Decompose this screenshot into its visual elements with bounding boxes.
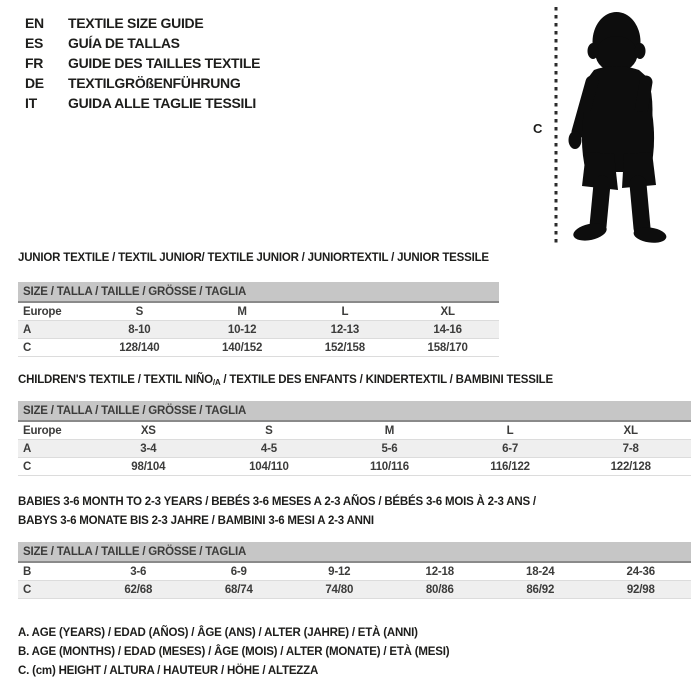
babies-title-line2: BABYS 3-6 MONATE BIS 2-3 JAHRE / BAMBINI 3-6 MESI A 2-3 ANNI (18, 515, 374, 527)
children-title-pre: CHILDREN'S TEXTILE / TEXTIL NIÑO (18, 374, 213, 386)
children-title-sub: /A (212, 378, 221, 387)
table-cell: 110/116 (329, 458, 450, 476)
table-cell: 5-6 (329, 440, 450, 458)
footnote-c: C. (cm) HEIGHT / ALTURA / HAUTEUR / HÖHE / ALTEZZA (18, 665, 319, 677)
language-title-list (25, 13, 260, 113)
babies-section-title (18, 493, 678, 531)
size-header-bar: SIZE / TALLA / TAILLE / GRÖSSE / TAGLIA (18, 542, 691, 562)
table-cell: 3-4 (88, 440, 209, 458)
table-cell: 8-10 (88, 321, 191, 339)
footnote-legend (18, 624, 449, 681)
table-cell: 86/92 (490, 581, 591, 599)
children-title-post: / TEXTILE DES ENFANTS / KINDERTEXTIL / BAMBINI TESSILE (220, 374, 553, 386)
guide-title: TEXTILE SIZE GUIDE (68, 15, 204, 31)
children-section-title (18, 374, 553, 387)
row-label: Europe (18, 302, 88, 321)
babies-title-line1: BABIES 3-6 MONTH TO 2-3 YEARS / BEBÉS 3-6 MESES A 2-3 AÑOS / BÉBÉS 3-6 MOIS À 2-3 ANS / (18, 496, 536, 508)
row-label: C (18, 339, 88, 357)
language-row-en (25, 13, 260, 33)
table-cell: XL (570, 421, 691, 440)
table-cell: 116/122 (450, 458, 571, 476)
table-cell: 14-16 (396, 321, 499, 339)
table-cell: 104/110 (209, 458, 330, 476)
table-row (18, 562, 691, 581)
toddler-silhouette-icon (569, 12, 668, 245)
guide-title: GUÍA DE TALLAS (68, 35, 180, 51)
row-label: A (18, 321, 88, 339)
table-cell: 7-8 (570, 440, 691, 458)
table-cell: XL (396, 302, 499, 321)
toddler-silhouette-figure (548, 4, 700, 250)
table-row (18, 581, 691, 599)
table-cell: M (329, 421, 450, 440)
table-row (18, 321, 499, 339)
language-row-es (25, 33, 260, 53)
table-cell: 18-24 (490, 562, 591, 581)
language-row-fr (25, 53, 260, 73)
table-cell: 128/140 (88, 339, 191, 357)
table-cell: S (88, 302, 191, 321)
table-cell: 12-18 (390, 562, 491, 581)
row-label: C (18, 458, 88, 476)
table-row (18, 339, 499, 357)
table-cell: 10-12 (191, 321, 294, 339)
table-row (18, 440, 691, 458)
size-header-row (18, 542, 691, 562)
table-cell: 12-13 (294, 321, 397, 339)
size-header-bar: SIZE / TALLA / TAILLE / GRÖSSE / TAGLIA (18, 282, 499, 302)
table-cell: L (450, 421, 571, 440)
table-cell: 3-6 (88, 562, 189, 581)
language-code: FR (25, 55, 44, 71)
children-size-table (18, 401, 691, 476)
measure-label-c: C (533, 121, 543, 136)
table-row (18, 302, 499, 321)
table-cell: 158/170 (396, 339, 499, 357)
table-cell: 92/98 (591, 581, 692, 599)
language-row-it (25, 93, 260, 113)
table-cell: S (209, 421, 330, 440)
row-label: C (18, 581, 88, 599)
table-cell: XS (88, 421, 209, 440)
table-cell: 122/128 (570, 458, 691, 476)
language-code: ES (25, 35, 44, 51)
table-cell: 6-7 (450, 440, 571, 458)
row-label: A (18, 440, 88, 458)
row-label: B (18, 562, 88, 581)
table-cell: 6-9 (189, 562, 290, 581)
size-header-row (18, 282, 499, 302)
table-cell: 80/86 (390, 581, 491, 599)
table-cell: 98/104 (88, 458, 209, 476)
table-cell: 68/74 (189, 581, 290, 599)
table-row (18, 458, 691, 476)
table-cell: M (191, 302, 294, 321)
language-code: EN (25, 15, 44, 31)
size-header-row (18, 401, 691, 421)
guide-title: GUIDA ALLE TAGLIE TESSILI (68, 95, 256, 111)
junior-size-table (18, 282, 499, 357)
table-row (18, 421, 691, 440)
table-cell: 140/152 (191, 339, 294, 357)
babies-size-table (18, 542, 691, 599)
row-label: Europe (18, 421, 88, 440)
guide-title: GUIDE DES TAILLES TEXTILE (68, 55, 261, 71)
table-cell: 74/80 (289, 581, 390, 599)
table-cell: 4-5 (209, 440, 330, 458)
language-code: DE (25, 75, 44, 91)
language-code: IT (25, 95, 37, 111)
table-cell: 24-36 (591, 562, 692, 581)
table-cell: 62/68 (88, 581, 189, 599)
footnote-a: A. AGE (YEARS) / EDAD (AÑOS) / ÂGE (ANS) / ALTER (JAHRE) / ETÀ (ANNI) (18, 627, 418, 639)
table-cell: 152/158 (294, 339, 397, 357)
footnote-b: B. AGE (MONTHS) / EDAD (MESES) / ÂGE (MOIS) / ALTER (MONATE) / ETÀ (MESI) (18, 646, 450, 658)
size-header-bar: SIZE / TALLA / TAILLE / GRÖSSE / TAGLIA (18, 401, 691, 421)
guide-title: TEXTILGRÖßENFÜHRUNG (68, 75, 241, 91)
language-row-de (25, 73, 260, 93)
table-cell: L (294, 302, 397, 321)
table-cell: 9-12 (289, 562, 390, 581)
junior-section-title: JUNIOR TEXTILE / TEXTIL JUNIOR/ TEXTILE JUNIOR / JUNIORTEXTIL / JUNIOR TESSILE (18, 252, 489, 264)
